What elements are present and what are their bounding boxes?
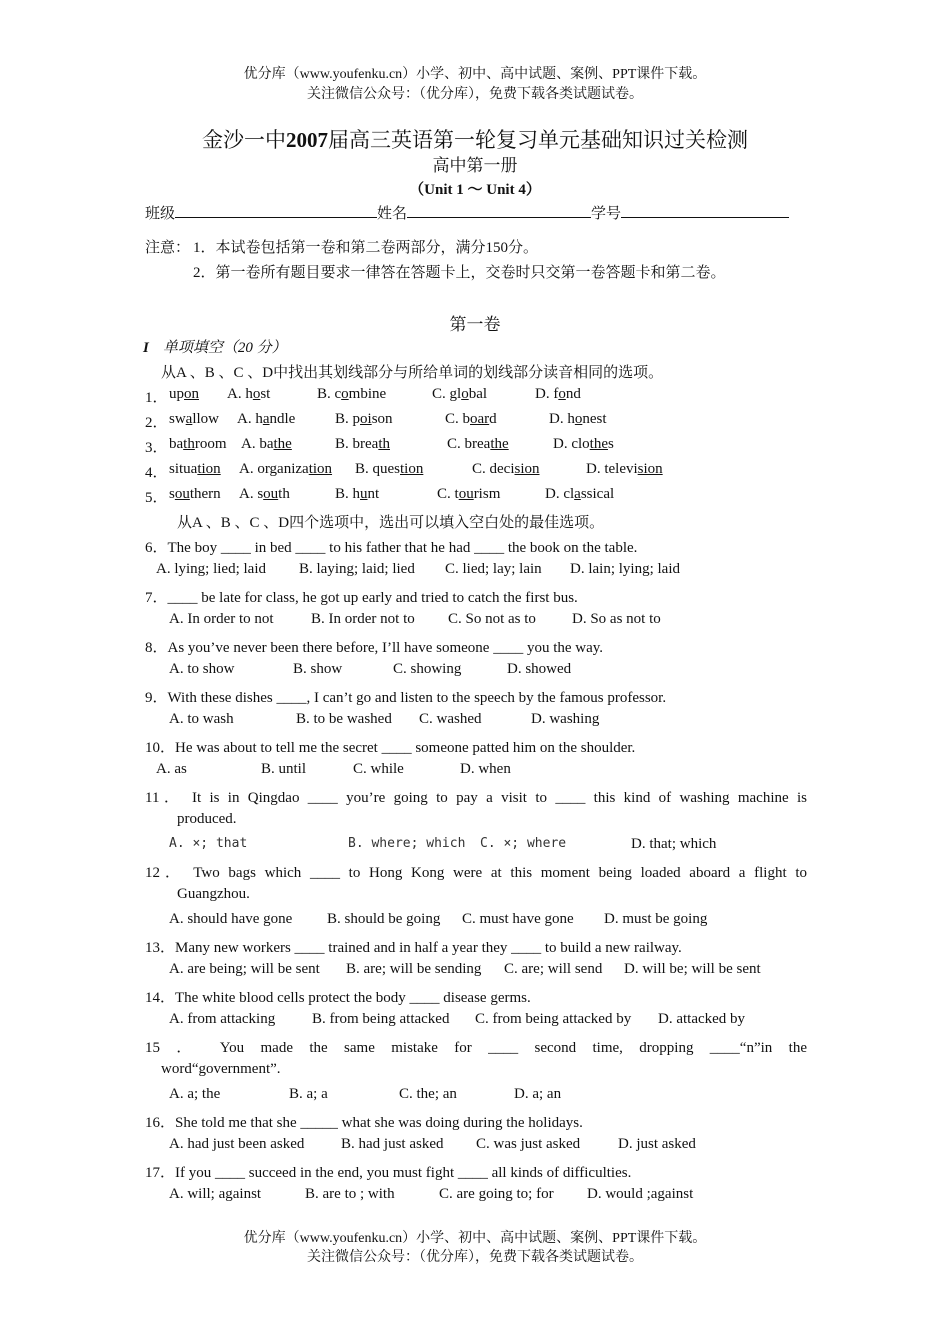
option-c[interactable]: C. So not as to	[448, 611, 536, 627]
option-c[interactable]: C. global	[432, 386, 488, 402]
option-c[interactable]: C. washed	[419, 711, 482, 727]
option-c[interactable]: C. showing	[393, 661, 462, 677]
option-a[interactable]: A. ×; that	[169, 836, 248, 851]
footer-line-2: 关注微信公众号：（优分库），免费下载各类试题试卷。	[307, 1250, 643, 1265]
option-d[interactable]: D. lain; lying; laid	[570, 561, 680, 577]
question-number: 4．	[145, 465, 168, 481]
option-d[interactable]: D. So as not to	[572, 611, 661, 627]
header-line-1: 优分库（www.youfenku.cn）小学、初中、高中试题、案例、PPT课件下载。	[243, 67, 707, 82]
option-a[interactable]: A. south	[239, 486, 290, 502]
option-c[interactable]: C. are going to; for	[439, 1186, 554, 1202]
option-a[interactable]: A. organization	[239, 461, 333, 477]
part-heading: I 单项填空（20 分）	[143, 340, 287, 356]
option-d[interactable]: D. television	[586, 461, 663, 477]
option-d[interactable]: D. a; an	[514, 1086, 562, 1102]
option-d[interactable]: D. washing	[531, 711, 600, 727]
option-b[interactable]: B. combine	[317, 386, 387, 402]
question-number: 5．	[145, 490, 168, 506]
option-d[interactable]: D. fond	[535, 386, 581, 402]
option-c[interactable]: C. decision	[472, 461, 540, 477]
number-blank	[621, 203, 789, 218]
option-d[interactable]: D. attacked by	[658, 1011, 746, 1027]
option-b[interactable]: B. hunt	[335, 486, 380, 502]
option-d[interactable]: D. clothes	[553, 436, 614, 452]
question-number: 1．	[145, 390, 168, 406]
cloze-instruction: 从A 、B 、C 、D四个选项中，选出可以填入空白处的最佳选项。	[177, 515, 605, 531]
option-c[interactable]: C. must have gone	[462, 911, 574, 927]
option-a[interactable]: A. had just been asked	[169, 1136, 305, 1152]
header-line-2: 关注微信公众号：（优分库），免费下载各类试题试卷。	[307, 87, 643, 102]
option-c[interactable]: C. the; an	[399, 1086, 457, 1102]
option-b[interactable]: B. until	[261, 761, 307, 777]
option-d[interactable]: D. when	[460, 761, 511, 777]
option-a[interactable]: A. handle	[237, 411, 296, 427]
option-b[interactable]: B. to be washed	[296, 711, 392, 727]
option-d[interactable]: D. will be; will be sent	[624, 961, 761, 977]
option-b[interactable]: B. are to ; with	[305, 1186, 395, 1202]
option-c[interactable]: C. board	[445, 411, 497, 427]
option-a[interactable]: A. lying; lied; laid	[156, 561, 266, 577]
option-d[interactable]: D. would ;against	[587, 1186, 694, 1202]
option-a[interactable]: A. from attacking	[169, 1011, 276, 1027]
option-b[interactable]: B. breath	[335, 436, 390, 452]
unit-range: （Unit 1 ～ Unit 4）	[409, 182, 541, 198]
option-b[interactable]: B. where; which	[348, 836, 466, 851]
question-15: 15 ． You made the same mistake for ____ second time, dropping ____“n”in the	[145, 1040, 807, 1056]
class-blank	[175, 203, 377, 218]
option-c[interactable]: C. are; will send	[504, 961, 603, 977]
option-b[interactable]: B. In order not to	[311, 611, 415, 627]
notice-label: 注意：	[145, 240, 191, 256]
target-word: swallow	[169, 411, 220, 427]
option-a[interactable]: A. a; the	[169, 1086, 221, 1102]
option-a[interactable]: A. as	[156, 761, 187, 777]
target-word: upon	[169, 386, 199, 402]
question-number: 3．	[145, 440, 168, 456]
question-12: 12． Two bags which ____ to Hong Kong were at this moment being loaded aboard a flight to	[145, 865, 807, 881]
option-b[interactable]: B. from being attacked	[312, 1011, 450, 1027]
notice-1: 1．本试卷包括第一卷和第二卷两部分，满分150分。	[193, 240, 539, 256]
option-b[interactable]: B. should be going	[327, 911, 441, 927]
question-11: 11． It is in Qingdao ____ you’re going to pay a visit to ____ this kind of washing machine is	[145, 790, 807, 806]
phonetics-instruction: 从A 、B 、C 、D中找出其划线部分与所给单词的划线部分读音相同的选项。	[161, 365, 664, 381]
option-d[interactable]: D. classical	[545, 486, 615, 502]
option-b[interactable]: B. poison	[335, 411, 393, 427]
option-a[interactable]: A. to wash	[169, 711, 234, 727]
option-a[interactable]: A. will; against	[169, 1186, 262, 1202]
option-a[interactable]: A. to show	[169, 661, 235, 677]
option-d[interactable]: D. that; which	[631, 836, 717, 852]
target-word: southern	[169, 486, 221, 502]
name-label: 姓名	[377, 206, 408, 222]
option-b[interactable]: B. question	[355, 461, 424, 477]
option-c[interactable]: C. from being attacked by	[475, 1011, 632, 1027]
option-c[interactable]: C. breathe	[447, 436, 509, 452]
option-b[interactable]: B. a; a	[289, 1086, 328, 1102]
target-word: bathroom	[169, 436, 227, 452]
class-label: 班级	[145, 206, 176, 222]
option-d[interactable]: D. honest	[549, 411, 607, 427]
page-subtitle: 高中第一册	[432, 156, 518, 175]
option-b[interactable]: B. show	[293, 661, 343, 677]
option-c[interactable]: C. while	[353, 761, 404, 777]
option-b[interactable]: B. had just asked	[341, 1136, 444, 1152]
name-blank	[407, 203, 591, 218]
option-b[interactable]: B. laying; laid; lied	[299, 561, 415, 577]
section-heading: 第一卷	[449, 315, 501, 334]
option-c[interactable]: C. was just asked	[476, 1136, 581, 1152]
notice-2: 2．第一卷所有题目要求一律答在答题卡上，交卷时只交第一卷答题卡和第二卷。	[193, 265, 726, 281]
option-a[interactable]: A. host	[227, 386, 271, 402]
target-word: situation	[169, 461, 221, 477]
option-a[interactable]: A. are being; will be sent	[169, 961, 320, 977]
page-title: 金沙一中2007届高三英语第一轮复习单元基础知识过关检测	[202, 128, 748, 152]
number-label: 学号	[591, 206, 622, 222]
option-d[interactable]: D. showed	[507, 661, 572, 677]
option-c[interactable]: C. tourism	[437, 486, 501, 502]
question-number: 2．	[145, 415, 168, 431]
option-a[interactable]: A. bathe	[241, 436, 292, 452]
option-a[interactable]: A. should have gone	[169, 911, 293, 927]
footer-line-1: 优分库（www.youfenku.cn）小学、初中、高中试题、案例、PPT课件下载。	[243, 1231, 707, 1246]
option-b[interactable]: B. are; will be sending	[346, 961, 482, 977]
option-d[interactable]: D. must be going	[604, 911, 708, 927]
option-d[interactable]: D. just asked	[618, 1136, 696, 1152]
option-c[interactable]: C. lied; lay; lain	[445, 561, 542, 577]
student-info	[145, 202, 789, 223]
option-c[interactable]: C. ×; where	[480, 836, 567, 851]
option-a[interactable]: A. In order to not	[169, 611, 274, 627]
